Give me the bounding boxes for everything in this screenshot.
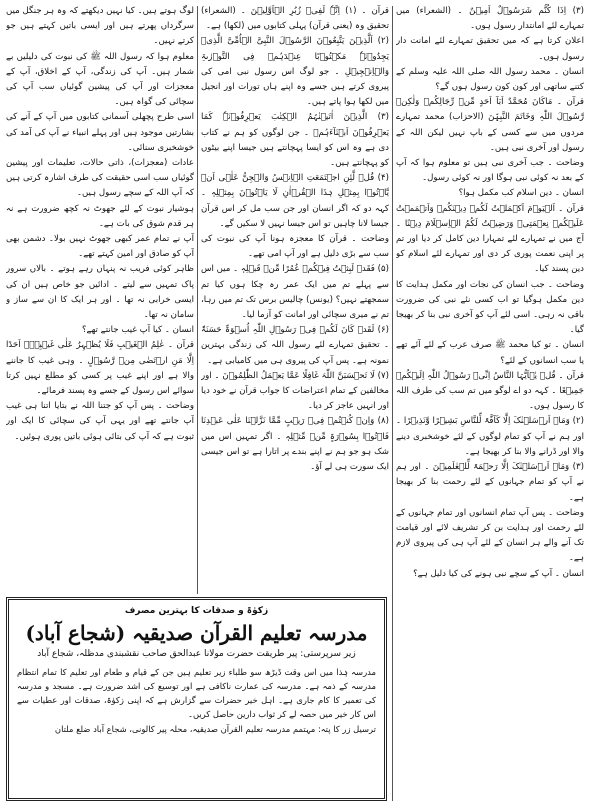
paragraph: انسان ۔ دین اسلام کب مکمل ہوا؟ [458, 188, 584, 199]
paragraph: (۲) اَلَّذِیۡنَ یَتَّبِعُوۡنَ الرَّسُوۡلَ النَّبِیَّ الۡاُمِّیَّ الَّذِیۡ یَجِدُوۡنَہٗ مَکۡتُوۡبًا عِنۡدَہُمۡ فِی التَّوۡرٰىۃِ وَالۡاِنۡجِیۡلِ ۔ جو لوگ اس رسول نبی امی کی پیروی کرتے ہیں جسے وہ اپنے ہاں تورات اور انجیل میں لکھا ہوا پاتے ہیں۔ [201, 36, 389, 108]
paragraph: لوگ ہوتے ہیں۔ کیا نہیں دیکھتے کہ وہ ہر جنگل میں سرگرداں پھرتے ہیں اور ایسی باتیں کہتے ہیں جو کرتے نہیں۔ [6, 6, 194, 47]
paragraph: انسان ۔ آپ کے سچے نبی ہونے کی کیا دلیل ہے؟ [413, 568, 584, 579]
paragraph: وضاحت ۔ پس آپ تمام انسانوں اور تمام جہانوں کے لئے رحمت اور ہدایت بن کر تشریف لائے اور قیامت تک آنے والے ہر انسان کے لئے آپ ہی کی پیروی لازم ہے۔ [396, 507, 584, 564]
paragraph: ظاہر کوئی فریب نہ پنہاں رہے ہوتے ۔ بالاں سرور پاک تمہیں سے لیتے ۔ ادائیں جو خاص ہیں ان کی ایسی خرابی نہ تھا ۔ اور ہر ایک کا ان سے ساز و سامان نہ تھا۔ [6, 264, 194, 321]
paragraph: قرآن ۔ عٰلِمُ الۡغَیۡبِ فَلَا یُظۡہِرُ عَلٰی غَیۡبِہٖۤ اَحَدًا اِلَّا مَنِ ارۡتَضٰی مِنۡ رَّسُوۡلٍ ۔ وہی غیب کا جاننے والا ہے اور اپنے غیب پر کسی کو مطلع نہیں کرتا سوائے اس رسول کے جسے وہ پسند فرمائے۔ [6, 340, 194, 397]
ad-body-text: مدرسہ ہٰذا میں اس وقت ڈیڑھ سو طلباء زیر تعلیم ہیں جن کے قیام و طعام اور تعلیم کا تمام انتظام مدرسہ کے ذمہ ہے۔ مدرسہ کی عمارت ناکافی ہے اور توسیع کی اشد ضرورت ہے۔ مسجد و مدرسہ کی تعمیر کا کام جاری ہے۔ اہل خیر حضرات سے گزارش ہے کہ اپنی زکوٰۃ، صدقات اور عطیات سے اس کار خیر میں حصہ لے کر ثواب دارین حاصل کریں۔ [17, 667, 376, 719]
ad-caption: زکوٰۃ و صدقات کا بہترین مصرف [124, 606, 269, 616]
paragraph: قرآن ۔ قُلۡ یٰۤاَیُّہَا النَّاسُ اِنِّیۡ رَسُوۡلُ اللّٰہِ اِلَیۡکُمۡ جَمِیۡعًا ۔ کہہ دو اے لوگو میں تم سب کی طرف اللہ کا رسول ہوں۔ [396, 370, 584, 412]
ad-subtitle: زیر سرپرستی: پیر طریقت حضرت مولانا عبدالحق صاحب نقشبندی مدظلہ، شجاع آباد [37, 649, 356, 659]
text-column-right [396, 4, 584, 801]
ad-title: مدرسہ تعلیم القرآن صدیقیہ (شجاع آباد) [25, 621, 368, 645]
paragraph: انسان ۔ محمد رسول اللہ صلی اللہ علیہ وسلم کے کتنے ساتھی اور کون کون رسول ہوں گے؟ [396, 66, 584, 93]
paragraph: اعلان کرتا ہے کہ میں تحقیق تمہارے لئے امانت دار رسول ہوں۔ [396, 36, 584, 62]
paragraph: قرآن ۔ (۱) اِنَّہٗ لَفِیۡ زُبُرِ الۡاَوَّلِیۡنَ ۔ (الشعراء) تحقیق وہ (یعنی قرآن) پہلی کتابوں میں (لکھا) ہے۔ [201, 6, 389, 32]
paragraph: انسان ۔ تو کیا محمد ﷺ صرف عرب کے لئے آئے تھے یا سب انسانوں کے لئے؟ [396, 340, 584, 366]
paragraph: آپ نے تمام عمر کبھی جھوٹ نہیں بولا۔ دشمن بھی آپ کو صادق اور امین کہتے تھے۔ [6, 234, 194, 260]
ad-footer-address: ترسیل زر کا پتہ: مہتمم مدرسہ تعلیم القرآن صدیقیہ، محلہ پیر کالونی، شجاع آباد ضلع ملتان [54, 724, 376, 734]
paragraph: ہوشیار نبوت کے لئے جھوٹ نہ کچھ ضرورت ہے نہ ہر قدم شوق کی بات ہے۔ [6, 203, 194, 229]
paragraph: (۳) الَّذِیۡنَ اٰتَیۡنٰہُمُ الۡکِتٰبَ یَعۡرِفُوۡنَہٗ کَمَا یَعۡرِفُوۡنَ اَبۡنَآءَہُمۡ ۔ جن لوگوں کو ہم نے کتاب دی ہے وہ اس کو ایسا پہچانتے ہیں جیسا اپنے بیٹوں کو پہچانتے ہیں۔ [201, 112, 389, 169]
paragraph: (۸) وَاِنۡ کُنۡتُمۡ فِیۡ رَیۡبٍ مِّمَّا نَزَّلۡنَا عَلٰی عَبۡدِنَا فَاۡتُوۡا بِسُوۡرَۃٍ مِّنۡ مِّثۡلِہٖ ۔ اگر تمہیں اس میں شک ہو جو ہم نے اپنے بندے پر اتارا ہے تو اس جیسی ایک سورت ہی لے آؤ۔ [201, 416, 389, 473]
paragraph: انسان ۔ کیا آپ غیب جانتے تھے؟ [81, 325, 194, 336]
text-column-left [6, 4, 194, 586]
paragraph: (۷) لَا تَحۡسَبَنَّ اللّٰہَ غَافِلًا عَمَّا یَعۡمَلُ الظّٰلِمُوۡنَ ۔ اور مخالفین کے تمام اعتراضات کا جواب قرآن نے خود دیا اور انہیں عاجز کر دیا۔ [201, 370, 389, 412]
column-divider [197, 6, 198, 594]
paragraph: عادات (معجزات)، ذاتی حالات، تعلیمات اور پیشین گوئیاں سب اسی حقیقت کی طرف اشارہ کرتی ہیں کہ آپ اللہ کے سچے رسول ہیں۔ [6, 158, 194, 199]
text-column-middle [201, 4, 389, 586]
paragraph: معلوم ہوا کہ رسول اللہ ﷺ کی نبوت کی دلیلیں بے شمار ہیں۔ آپ کی زندگی، آپ کے اخلاق، آپ کے معجزات اور آپ کی پیشین گوئیاں سب آپ کی سچائی کی گواہ ہیں۔ [6, 51, 194, 108]
paragraph: وضاحت ۔ پس آپ کو جتنا اللہ نے بتایا اتنا ہی غیب آپ جانتے تھے اور یہی آپ کی سچائی کا ایک اور ثبوت ہے کہ آپ کی بتائی ہوئی باتیں پوری ہوئیں۔ [6, 401, 194, 442]
paragraph: وضاحت ۔ جب انسان کی نجات اور مکمل ہدایت کا دین مکمل ہوگیا تو اب کسی نئے نبی کی ضرورت باقی نہ رہی۔ اسی لئے آپ کو آخری نبی بنا کر بھیجا گیا۔ [396, 279, 584, 336]
column-divider [392, 6, 393, 801]
paragraph: قرآن ۔ مَاکَانَ مُحَمَّدٌ اَبَآ اَحَدٍ مِّنۡ رِّجَالِکُمۡ وَلٰکِنۡ رَّسُوۡلَ اللّٰہِ وَخَاتَمَ النَّبِیّٖنَ (الاحزاب) محمد تمہارے مردوں میں سے کسی کے باپ نہیں لیکن اللہ کے رسول اور آخری نبی ہیں۔ [396, 97, 584, 153]
paragraph: (۳) وَمَاۤ اَرۡسَلۡنٰکَ اِلَّا رَحۡمَۃً لِّلۡعٰلَمِیۡنَ ۔ اور ہم نے آپ کو تمام جہانوں کے لئے رحمت بنا کر بھیجا ہے۔ [396, 462, 584, 503]
paragraph: وضاحت ۔ جب آخری نبی ہیں تو معلوم ہوا کہ آپ کے بعد نہ کوئی نبی ہوگا اور نہ کوئی رسول۔ [396, 158, 584, 184]
paragraph: (۲) وَمَاۤ اَرۡسَلۡنٰکَ اِلَّا کَآفَّۃً لِّلنَّاسِ بَشِیۡرًا وَّنَذِیۡرًا ۔ اور ہم نے آپ کو تمام لوگوں کے لئے خوشخبری دینے والا اور ڈرانے والا بنا کر بھیجا ہے۔ [396, 416, 584, 457]
paragraph: (۴) قُلۡ لَّئِنِ اجۡتَمَعَتِ الۡاِنۡسُ وَالۡجِنُّ عَلٰۤی اَنۡ یَّاۡتُوۡا بِمِثۡلِ ہٰذَا الۡقُرۡاٰنِ لَا یَاۡتُوۡنَ بِمِثۡلِہٖ ۔ کہہ دو کہ اگر انسان اور جن سب مل کر اس قرآن جیسا لانا چاہیں تو اس جیسا نہیں لا سکیں گے۔ [201, 173, 389, 229]
paragraph: قرآن ۔ اَلۡیَوۡمَ اَکۡمَلۡتُ لَکُمۡ دِیۡنَکُمۡ وَاَتۡمَمۡتُ عَلَیۡکُمۡ نِعۡمَتِیۡ وَرَضِیۡتُ لَکُمُ الۡاِسۡلَامَ دِیۡنًا ۔ آج میں نے تمہارے لئے تمہارا دین کامل کر دیا اور تم پر اپنی نعمت پوری کر دی اور تمہارے لئے اسلام کو دین پسند کیا۔ [396, 203, 584, 275]
paragraph: (۳) اِذَا کُنُّم شَرَسُوۡلٌ اَمِیۡنٌ ۔ (الشعراء) میں تمہارے لئے امانتدار رسول ہوں۔ [396, 6, 584, 32]
paragraph: وضاحت ۔ قرآن کا معجزہ ہونا آپ کی نبوت کی سب سے بڑی دلیل ہے اور آپ امی تھے۔ [201, 234, 389, 260]
paragraph: اسی طرح پچھلی آسمانی کتابوں میں آپ کے آنے کی بشارتیں موجود ہیں اور پہلے انبیاء نے آپ کی آمد کی خوشخبری سنائی۔ [6, 112, 194, 153]
paragraph: (۵) فَقَدۡ لَبِثۡتُ فِیۡکُمۡ عُمُرًا مِّنۡ قَبۡلِہٖ ۔ میں اس سے پہلے تم میں ایک عمر رہ چکا ہوں کیا تم سمجھتے نہیں؟ (یونس) چالیس برس تک تم میں رہا، تم نے میری سچائی اور امانت کو آزما لیا۔ [201, 264, 389, 321]
paragraph: (۶) لَقَدۡ کَانَ لَکُمۡ فِیۡ رَسُوۡلِ اللّٰہِ اُسۡوَۃٌ حَسَنَۃٌ ۔ تحقیق تمہارے لئے رسول اللہ کی زندگی بہترین نمونہ ہے۔ پس آپ کی پیروی ہی میں کامیابی ہے۔ [201, 325, 389, 366]
madrasa-advertisement [6, 597, 387, 801]
